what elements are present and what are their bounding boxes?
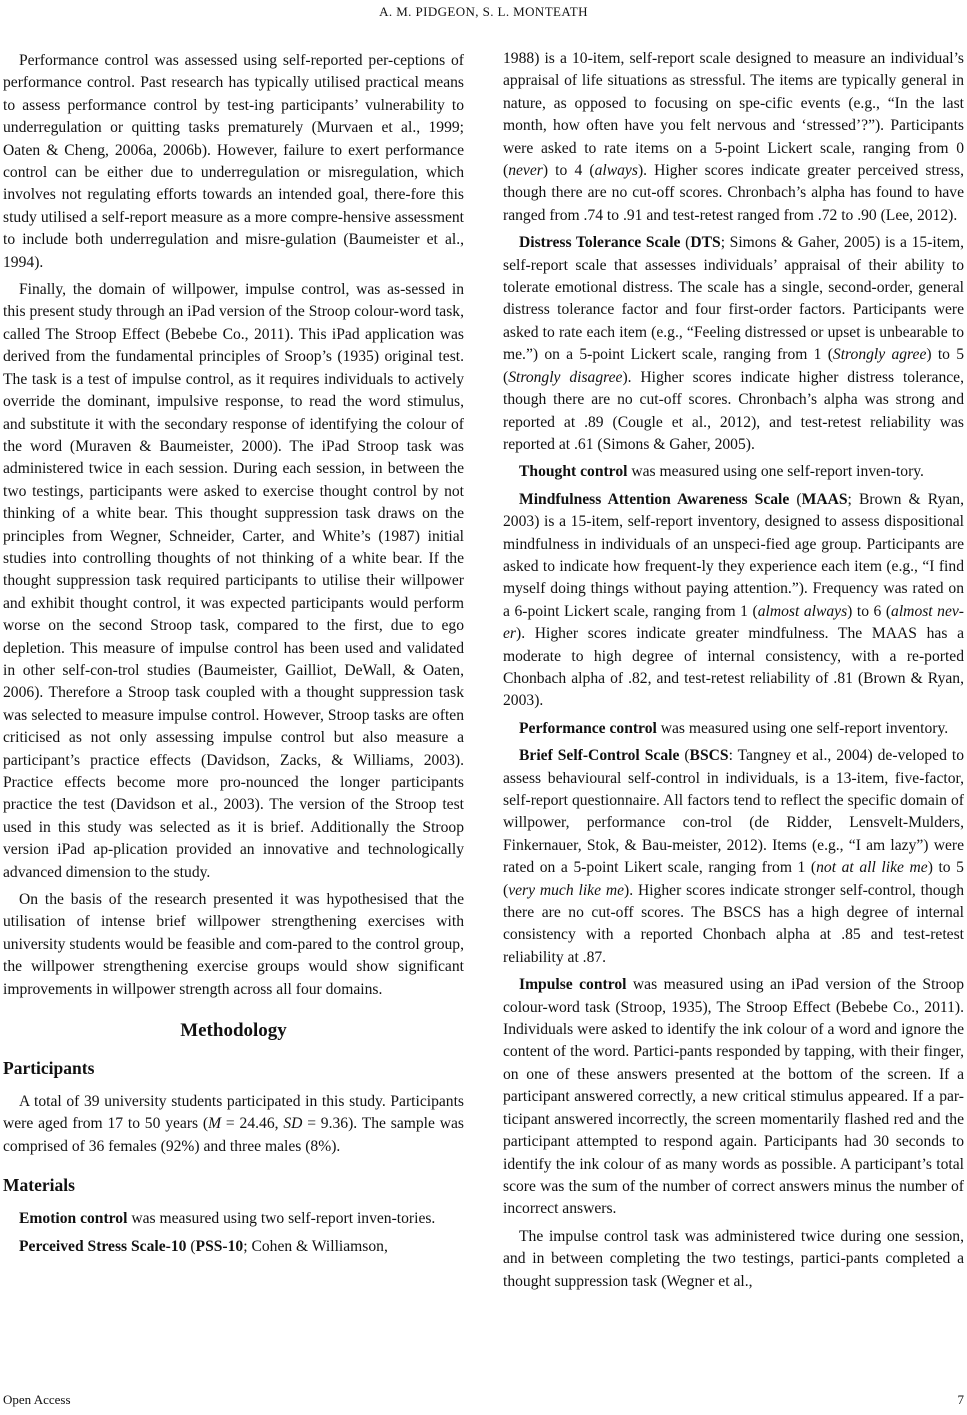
paragraph-bscs: Brief Self-Control Scale (BSCS: Tangney et al., 2004) de-veloped to assess behavioural self-control in individuals, is a 13-item, five-factor, self-report questionnaire. All factors tend to reflect the specific domain of willpower, performance con-trol (de Ridder, Lensvelt-Mulders, Finkernauer, Stok, & Bau-meister, 2012). Items (e.g., “I am lazy”) were rated on a 5-point Likert scale, ranging from 1 (not at all like me) to 5 (very much like me). Higher scores indicate stronger self-control, though there are no cut-off scores. The BSCS has a high degree of internal consistency with a reported Chonbach alpha at .85 and test-retest reliability at .87. (503, 747, 965, 966)
paragraph-impulse-task-procedure: The impulse control task was administered twice during one session, and in between completing the two testings, partici-pants completed a thought suppression task (Wegner et al., (503, 1227, 964, 1290)
running-head: A. M. PIDGEON, S. L. MONTEATH (379, 4, 588, 19)
footer-open-access: Open Access (3, 1392, 71, 1407)
paragraph-impulse-control-measure: Impulse control was measured using an iPad version of the Stroop colour-word task (Stroop, 1935), The Stroop Effect (Bebebe Co., 2011). Individuals were asked to identify the ink colour of a word and ignore the content of the word. Partici-pants responded by tapping, with their finger, on one of these answers presented at the bottom of the screen. If a participant answered correctly, a new critical stimulus appeared. If a par-ticipant answered incorrectly, the screen momentarily flashed red and the participant attempted to respond again. Participants had 30 seconds to identify the ink colour of as many words as possible. A participant’s total score was the sum of the number of correct answers minus the number of incorrect answers. (503, 976, 964, 1218)
paragraph-participants: A total of 39 university students participated in this study. Participants were aged from 17 to 50 years (M = 24.46, SD = 9.36). The sample was comprised of 36 females (92%) and three males (8%). (3, 1093, 464, 1155)
paragraph-performance-control-measure: Performance control was measured using one self-report inventory. (519, 719, 949, 737)
right-column (503, 48, 964, 1298)
paragraph-emotion-control: Emotion control was measured using two self-report inven-tories. (19, 1210, 436, 1228)
paragraph-pss10-continued: 1988) is a 10-item, self-report scale designed to measure an individual’s appraisal of life situations as stressful. The items are typically general in nature, as opposed to focusing on spe-cific events (e.g., “In the last month, how often have you felt nervous and ‘stressed’?”). Participants were asked to rate items on a 5-point Lickert scale, ranging from 0 (never) to 4 (always). Higher scores indicate greater perceived stress, though there are no cut-off scores. Chronbach’s alpha has found to have ranged from .74 to .91 and test-retest ranged from .72 to .90 (Lee, 2012). (503, 50, 964, 224)
paragraph-impulse-control: Finally, the domain of willpower, impulse control, was as-sessed in this present study through an iPad version of the Stroop colour-word task, called The Stroop Effect (Bebebe Co., 2011). This iPad application was derived from the fundamental principles of Sroop’s (1935) original test. The task is a test of impulse control, as it requires individuals to actively override the dominant, impulsive response, to read the word stimulus, and substitute it with the secondary response of identifying the colour of the word (Muraven & Baumeister, 2000). The iPad Stroop task was administered twice in each session. During each session, in between the two testings, participants were asked to exercise thought control by not thinking of a white bear. This thought suppression task draws on the principles from Wegner, Schneider, Carter, and White’s (1987) initial studies into controlling thoughts of not thinking of a white bear. If the thought suppression task required participants to utilise their willpower and exhibit thought control, it was expected participants would perform worse on the second Stroop task, compared to the first, due to ego depletion. This measure of impulse control has been used and validated in other self-con-trol studies (Baumeister, Gailliot, DeWall, & Oaten, 2006). Therefore a Stroop task coupled with a thought suppression task was selected to measure impulse control. However, Stroop tasks are often criticised as not only assessing impulse control but also measure a participant’s practice effects (Davidson, Zacks, & Williams, 2003). Practice effects become more pro-nounced the longer participants practice the test (Davidson et al., 2003). The version of the Stroop test used in this study was selected as it is brief. Additionally the Stroop version iPad ap-plication provided an innovative and technologically advanced dimension to the study. (3, 281, 464, 881)
paragraph-maas: Mindfulness Attention Awareness Scale (MAAS; Brown & Ryan, 2003) is a 15-item, self-report inventory, designed to assess dispositional mindfulness in individuals of an unspeci-fied age group. Participants are asked to indicate how frequent-ly they experience each item (e.g., “I find myself doing things without paying attention.”). Frequency was rated on a 6-point Lickert scale, ranging from 1 (almost always) to 6 (almost nev-er). Higher scores indicate greater mindfulness. The MAAS has a moderate to high degree of internal consistency, with a re-ported Chonbach alpha of .82, and test-retest reliability of .81 (Brown & Ryan, 2003). (503, 490, 964, 710)
page-number: 7 (957, 1392, 964, 1407)
subsection-heading-participants: Participants (3, 1058, 95, 1079)
paragraph-dts: Distress Tolerance Scale (DTS; Simons & Gaher, 2005) is a 15-item, self-report scale that assesses individuals’ appraisal of their ability to tolerate emotional distress. The scale has a single, second-order, general distress tolerance factor and four first-order factors. Participants were asked to rate each item (e.g., “Feeling distressed or upset is unbearable to me.”) on a 5-point Lickert scale, ranging from 1 (Strongly agree) to 5 (Strongly disagree). Higher scores indicate higher distress tolerance, though there are no cut-off scores. Chronbach’s alpha was strong and reported at .89 (Cougle et al., 2012), and test-retest reliability was reported at .61 (Simons & Gaher, 2005). (503, 234, 964, 453)
left-column (3, 50, 464, 1263)
section-heading-methodology: Methodology (180, 1020, 287, 1042)
paragraph-hypothesis: On the basis of the research presented it was hypothesised that the utilisation of intense brief willpower strengthening exercises with university students would be feasible and com-pared to the control group, the willpower strengthening exercise groups would show significant improvements in willpower strength across all four domains. (3, 891, 464, 998)
paragraph-thought-control: Thought control was measured using one self-report inven-tory. (519, 463, 924, 481)
subsection-heading-materials: Materials (3, 1175, 75, 1196)
paragraph-performance-control: Performance control was assessed using self-reported per-ceptions of performance control. Past research has typically utilised practical means to assess performance control by test-ing participants’ vulnerability to underregulation or quitting tasks prematurely (Murvaen et al., 1999; Oaten & Cheng, 2006a, 2006b). However, failure to exert performance control can be either due to underregulation or misregulation, which involves not regulating efforts towards an intended goal, there-fore this study utilised a self-report measure as a more compre-hensive assessment to include both underregulation and misre-gulation (Baumeister et al., 1994). (3, 52, 464, 271)
paragraph-pss10: Perceived Stress Scale-10 (PSS-10; Cohen & Williamson, (19, 1237, 388, 1255)
